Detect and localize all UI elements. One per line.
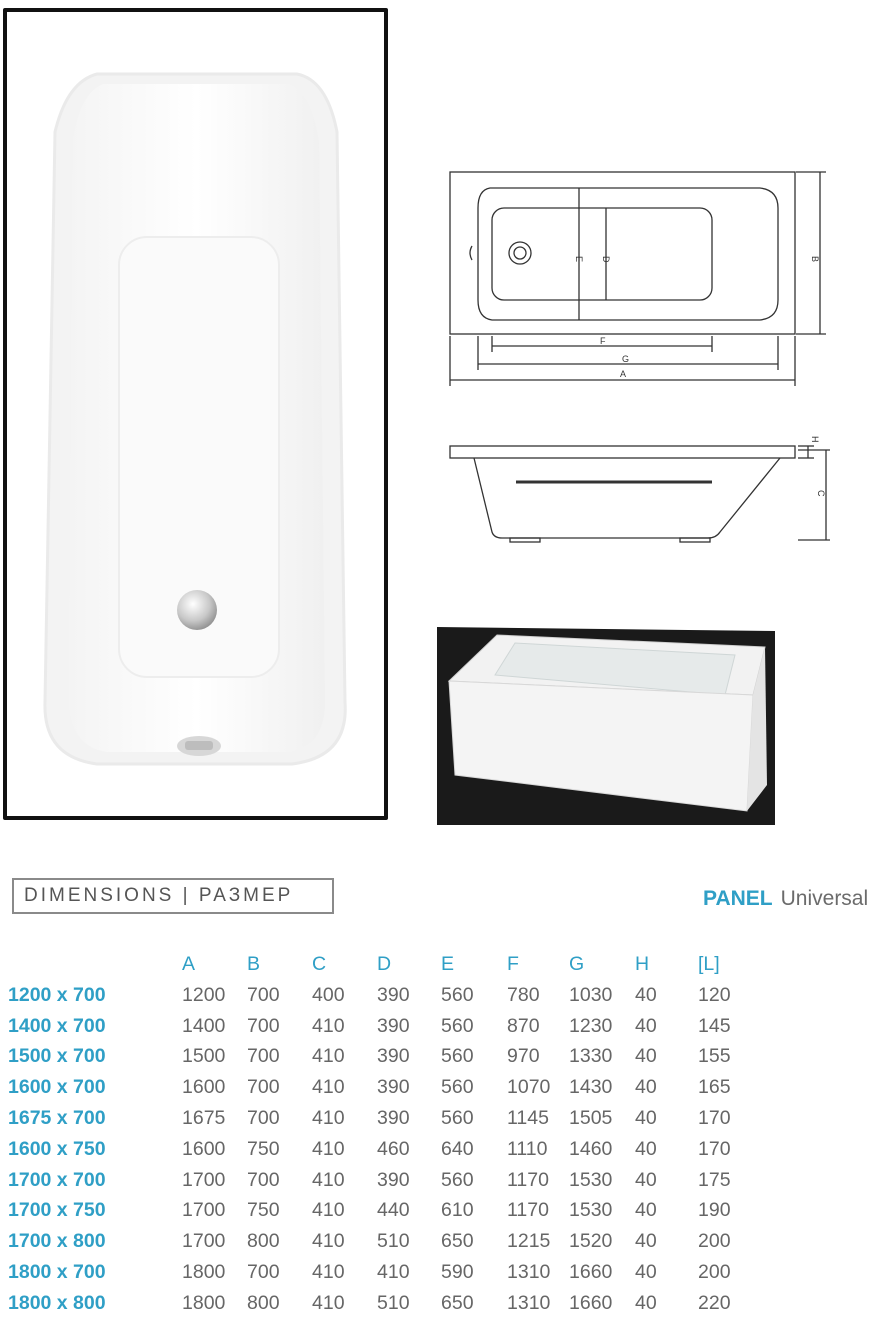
table-row (8, 1257, 758, 1288)
cell-e: 650 (441, 1291, 474, 1314)
header-g: G (569, 952, 585, 975)
label-b: B (810, 256, 820, 263)
cell-a: 1700 (182, 1168, 226, 1191)
cell-c: 400 (312, 983, 345, 1006)
header-b: B (247, 952, 261, 975)
cell-b: 700 (247, 1076, 280, 1099)
label-c: C (816, 490, 826, 497)
side-view-drawing (440, 428, 840, 548)
cell-g: 1660 (569, 1291, 613, 1314)
cell-d: 440 (377, 1199, 410, 1222)
cell-b: 700 (247, 1168, 280, 1191)
cell-h: 40 (635, 1261, 657, 1284)
cell-d: 390 (377, 983, 410, 1006)
cell-l: 170 (698, 1107, 731, 1130)
cell-h: 40 (635, 1230, 657, 1253)
cell-f: 780 (507, 983, 540, 1006)
cell-a: 1700 (182, 1199, 226, 1222)
cell-c: 410 (312, 1199, 345, 1222)
table-row (8, 1134, 758, 1165)
dimensions-table (8, 948, 758, 1319)
cell-c: 410 (312, 1014, 345, 1037)
cell-c: 410 (312, 1137, 345, 1160)
cell-c: 410 (312, 1045, 345, 1068)
header-c: C (312, 952, 327, 975)
cell-b: 700 (247, 983, 280, 1006)
cell-l: 220 (698, 1291, 731, 1314)
cell-d: 390 (377, 1045, 410, 1068)
cell-g: 1430 (569, 1076, 613, 1099)
cell-f: 1170 (507, 1168, 549, 1191)
cell-g: 1530 (569, 1168, 613, 1191)
row-size: 1400 x 700 (8, 1014, 106, 1037)
row-size: 1700 x 700 (8, 1168, 106, 1191)
table-row (8, 1196, 758, 1227)
cell-b: 700 (247, 1261, 280, 1284)
cell-a: 1500 (182, 1045, 226, 1068)
cell-a: 1700 (182, 1230, 226, 1253)
table-row (8, 1103, 758, 1134)
label-e: E (574, 256, 584, 263)
cell-c: 410 (312, 1261, 345, 1284)
cell-l: 190 (698, 1199, 731, 1222)
cell-d: 510 (377, 1230, 410, 1253)
row-size: 1500 x 700 (8, 1045, 106, 1068)
cell-h: 40 (635, 1045, 657, 1068)
cell-f: 1310 (507, 1291, 551, 1314)
cell-f: 1070 (507, 1076, 551, 1099)
cell-d: 390 (377, 1107, 410, 1130)
bathtub-top-photo (3, 8, 388, 820)
cell-e: 610 (441, 1199, 474, 1222)
cell-l: 200 (698, 1230, 731, 1253)
row-size: 1600 x 750 (8, 1137, 106, 1160)
cell-b: 800 (247, 1291, 280, 1314)
panel-label: PANEL (703, 887, 773, 910)
cell-b: 800 (247, 1230, 280, 1253)
table-row (8, 1042, 758, 1073)
top-view-drawing (440, 160, 840, 390)
cell-g: 1660 (569, 1261, 613, 1284)
row-size: 1700 x 800 (8, 1230, 106, 1253)
cell-c: 410 (312, 1291, 345, 1314)
cell-f: 1310 (507, 1261, 551, 1284)
cell-l: 155 (698, 1045, 731, 1068)
header-h: H (635, 952, 650, 975)
row-size: 1800 x 700 (8, 1261, 106, 1284)
cell-h: 40 (635, 1014, 657, 1037)
row-size: 1600 x 700 (8, 1076, 106, 1099)
cell-c: 410 (312, 1076, 345, 1099)
cell-e: 590 (441, 1261, 474, 1284)
cell-g: 1330 (569, 1045, 613, 1068)
row-size: 1800 x 800 (8, 1291, 106, 1314)
cell-b: 750 (247, 1137, 280, 1160)
cell-e: 560 (441, 1168, 474, 1191)
cell-g: 1460 (569, 1137, 613, 1160)
cell-l: 165 (698, 1076, 731, 1099)
drain-icon (177, 590, 217, 630)
cell-l: 200 (698, 1261, 731, 1284)
bathtub-top-illustration (7, 12, 384, 816)
header-l: [L] (698, 952, 720, 975)
table-row (8, 1288, 758, 1319)
cell-g: 1530 (569, 1199, 613, 1222)
cell-a: 1800 (182, 1291, 226, 1314)
cell-a: 1400 (182, 1014, 226, 1037)
cell-f: 970 (507, 1045, 540, 1068)
cell-f: 870 (507, 1014, 540, 1037)
table-row (8, 1226, 758, 1257)
cell-a: 1675 (182, 1107, 226, 1130)
cell-c: 410 (312, 1230, 345, 1253)
cell-l: 170 (698, 1137, 731, 1160)
cell-h: 40 (635, 1137, 657, 1160)
cell-h: 40 (635, 1107, 657, 1130)
cell-d: 390 (377, 1014, 410, 1037)
cell-g: 1030 (569, 983, 613, 1006)
cell-g: 1520 (569, 1230, 613, 1253)
cell-h: 40 (635, 1168, 657, 1191)
cell-e: 560 (441, 1014, 474, 1037)
label-g: G (622, 354, 630, 364)
cell-b: 700 (247, 1045, 280, 1068)
panel-value: Universal (780, 887, 869, 910)
header-size (8, 948, 182, 980)
cell-e: 650 (441, 1230, 474, 1253)
cell-g: 1505 (569, 1107, 613, 1130)
row-size: 1200 x 700 (8, 983, 106, 1006)
cell-e: 640 (441, 1137, 474, 1160)
cell-g: 1230 (569, 1014, 613, 1037)
cell-e: 560 (441, 1107, 474, 1130)
cell-f: 1145 (507, 1107, 549, 1130)
cell-a: 1600 (182, 1076, 226, 1099)
cell-b: 750 (247, 1199, 280, 1222)
cell-f: 1110 (507, 1137, 548, 1160)
label-a: A (620, 369, 627, 379)
bathtub-panel-3d (435, 625, 780, 825)
cell-l: 120 (698, 983, 731, 1006)
header-e: E (441, 952, 455, 975)
dimensions-title: DIMENSIONS | РАЗМЕР (12, 878, 334, 914)
cell-b: 700 (247, 1014, 280, 1037)
cell-a: 1200 (182, 983, 226, 1006)
cell-d: 390 (377, 1168, 410, 1191)
label-d: D (601, 256, 611, 263)
cell-d: 410 (377, 1261, 410, 1284)
cell-l: 145 (698, 1014, 731, 1037)
cell-l: 175 (698, 1168, 731, 1191)
cell-d: 510 (377, 1291, 410, 1314)
label-f: F (600, 336, 606, 346)
cell-a: 1600 (182, 1137, 226, 1160)
cell-f: 1215 (507, 1230, 551, 1253)
table-row (8, 1011, 758, 1042)
cell-h: 40 (635, 1199, 657, 1222)
cell-e: 560 (441, 1045, 474, 1068)
label-h: H (810, 436, 820, 443)
cell-d: 390 (377, 1076, 410, 1099)
cell-c: 410 (312, 1107, 345, 1130)
cell-f: 1170 (507, 1199, 549, 1222)
cell-c: 410 (312, 1168, 345, 1191)
cell-d: 460 (377, 1137, 410, 1160)
cell-b: 700 (247, 1107, 280, 1130)
header-f: F (507, 952, 519, 975)
cell-e: 560 (441, 1076, 474, 1099)
cell-e: 560 (441, 983, 474, 1006)
panel-info (703, 887, 868, 911)
row-size: 1700 x 750 (8, 1199, 106, 1222)
row-size: 1675 x 700 (8, 1107, 106, 1130)
header-a: A (182, 952, 196, 975)
cell-a: 1800 (182, 1261, 226, 1284)
table-row (8, 1165, 758, 1196)
table-row (8, 1072, 758, 1103)
cell-h: 40 (635, 983, 657, 1006)
cell-h: 40 (635, 1291, 657, 1314)
table-header-row (8, 948, 758, 980)
table-row (8, 980, 758, 1011)
header-d: D (377, 952, 392, 975)
cell-h: 40 (635, 1076, 657, 1099)
